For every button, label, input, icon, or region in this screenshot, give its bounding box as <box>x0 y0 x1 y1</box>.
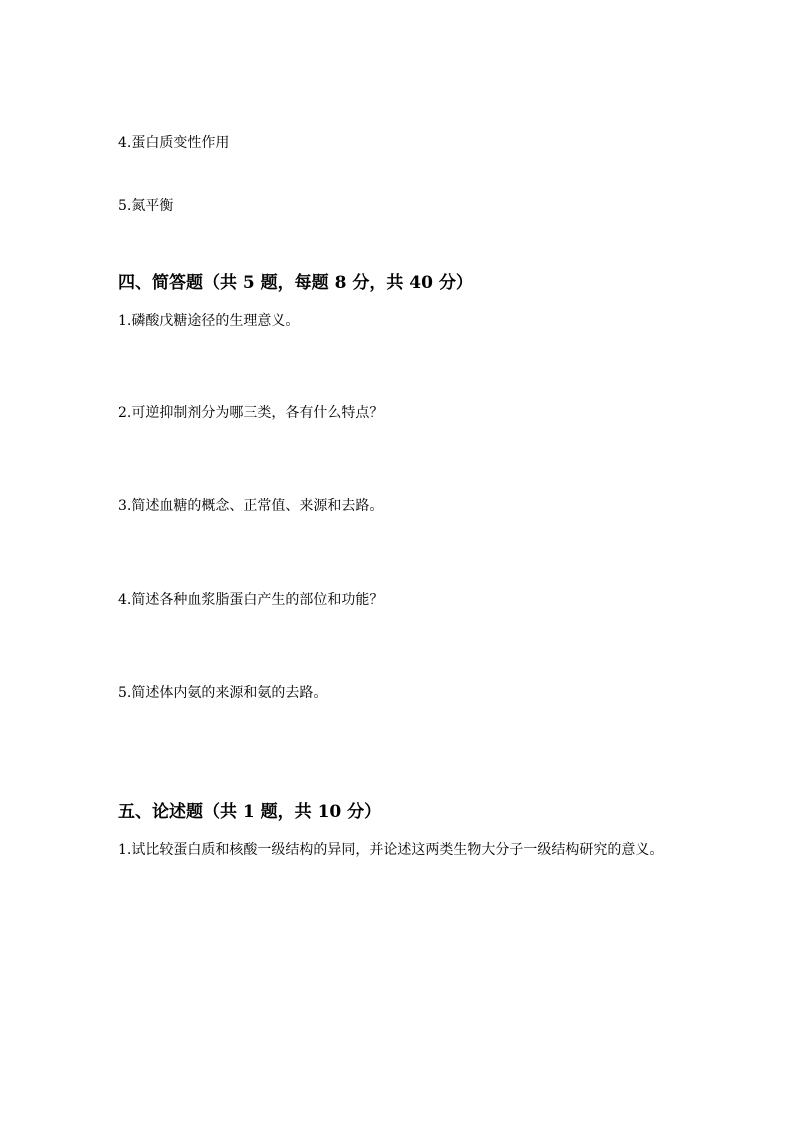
section-heading-essay: 五、论述题（共 1 题，共 10 分） <box>118 802 382 822</box>
short-answer-question-3: 3.简述血糖的概念、正常值、来源和去路。 <box>118 498 384 514</box>
term-item-5: 5.氮平衡 <box>118 198 174 214</box>
short-answer-question-2: 2.可逆抑制剂分为哪三类，各有什么特点？ <box>118 405 384 421</box>
short-answer-question-4: 4.简述各种血浆脂蛋白产生的部位和功能？ <box>118 592 384 608</box>
essay-question-1: 1.试比较蛋白质和核酸一级结构的异同，并论述这两类生物大分子一级结构研究的意义。 <box>118 842 664 858</box>
short-answer-question-1: 1.磷酸戊糖途径的生理意义。 <box>118 313 300 329</box>
term-item-4: 4.蛋白质变性作用 <box>118 135 230 151</box>
short-answer-question-5: 5.简述体内氨的来源和氨的去路。 <box>118 685 328 701</box>
section-heading-short-answer: 四、简答题（共 5 题，每题 8 分，共 40 分） <box>118 273 473 293</box>
